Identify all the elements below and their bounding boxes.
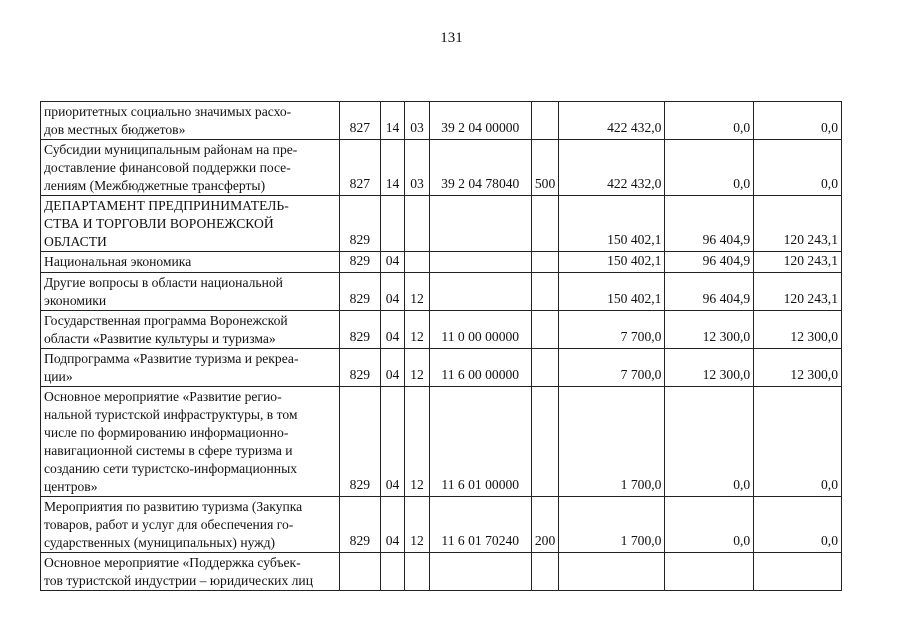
- table-row: [41, 497, 842, 553]
- row-name-cell: Основное мероприятие «Поддержка субъек- тов туристской индустрии – юридических лиц: [41, 553, 340, 591]
- row-name-cell: Субсидии муниципальным районам на пре- доставление финансовой поддержки посе- лениям (Межбюджетные трансферты): [41, 140, 340, 196]
- row-name-cell: Подпрограмма «Развитие туризма и рекреа- ции»: [41, 349, 340, 387]
- section-code-cell: 04: [380, 273, 404, 311]
- table-row: [41, 349, 842, 387]
- expense-type-cell: [531, 311, 559, 349]
- target-article-cell: 11 0 00 00000: [429, 311, 531, 349]
- amount-year3-cell: 120 243,1: [754, 196, 842, 252]
- table-row: [41, 311, 842, 349]
- amount-year2-cell: 12 300,0: [665, 349, 754, 387]
- subsection-code-cell: 03: [405, 102, 429, 140]
- ministry-code-cell: 829: [339, 273, 380, 311]
- table-row: [41, 252, 842, 273]
- table-row: [41, 196, 842, 252]
- table-row: [41, 102, 842, 140]
- row-name-cell: Мероприятия по развитию туризма (Закупка товаров, работ и услуг для обеспечения го- сударственных (муниципальных) нужд): [41, 497, 340, 553]
- subsection-code-cell: [405, 196, 429, 252]
- amount-year3-cell: 0,0: [754, 497, 842, 553]
- expense-type-cell: 500: [531, 140, 559, 196]
- amount-year2-cell: 0,0: [665, 140, 754, 196]
- target-article-cell: [429, 252, 531, 273]
- amount-year2-cell: 96 404,9: [665, 273, 754, 311]
- ministry-code-cell: 829: [339, 349, 380, 387]
- amount-year3-cell: 120 243,1: [754, 252, 842, 273]
- ministry-code-cell: 829: [339, 196, 380, 252]
- expense-type-cell: [531, 196, 559, 252]
- table-row: [41, 140, 842, 196]
- amount-year2-cell: 96 404,9: [665, 252, 754, 273]
- amount-year1-cell: 7 700,0: [559, 349, 665, 387]
- ministry-code-cell: 829: [339, 252, 380, 273]
- row-name-cell: Национальная экономика: [41, 252, 340, 273]
- amount-year3-cell: 0,0: [754, 387, 842, 497]
- expense-type-cell: [531, 273, 559, 311]
- row-name-cell: Государственная программа Воронежской области «Развитие культуры и туризма»: [41, 311, 340, 349]
- section-code-cell: 04: [380, 311, 404, 349]
- subsection-code-cell: 12: [405, 349, 429, 387]
- amount-year3-cell: 0,0: [754, 140, 842, 196]
- section-code-cell: 04: [380, 349, 404, 387]
- amount-year2-cell: 12 300,0: [665, 311, 754, 349]
- section-code-cell: 14: [380, 102, 404, 140]
- expense-type-cell: 200: [531, 497, 559, 553]
- table-row: [41, 273, 842, 311]
- subsection-code-cell: [405, 252, 429, 273]
- expense-type-cell: [531, 102, 559, 140]
- amount-year3-cell: 12 300,0: [754, 349, 842, 387]
- section-code-cell: 04: [380, 252, 404, 273]
- amount-year1-cell: 422 432,0: [559, 140, 665, 196]
- subsection-code-cell: 12: [405, 273, 429, 311]
- amount-year1-cell: 422 432,0: [559, 102, 665, 140]
- section-code-cell: [380, 553, 404, 591]
- table-row: [41, 553, 842, 591]
- target-article-cell: [429, 196, 531, 252]
- amount-year3-cell: 12 300,0: [754, 311, 842, 349]
- target-article-cell: 11 6 01 70240: [429, 497, 531, 553]
- expense-type-cell: [531, 387, 559, 497]
- target-article-cell: 11 6 00 00000: [429, 349, 531, 387]
- target-article-cell: [429, 553, 531, 591]
- target-article-cell: 39 2 04 78040: [429, 140, 531, 196]
- ministry-code-cell: 829: [339, 387, 380, 497]
- budget-table: [40, 101, 842, 591]
- subsection-code-cell: 12: [405, 387, 429, 497]
- row-name-cell: приоритетных социально значимых расхо- дов местных бюджетов»: [41, 102, 340, 140]
- amount-year1-cell: 150 402,1: [559, 196, 665, 252]
- section-code-cell: 04: [380, 497, 404, 553]
- row-name-cell: Основное мероприятие «Развитие регио- нальной туристской инфраструктуры, в том числе по формированию информационно- навигационной системы в сфере туризма и созданию сети туристско-информационных центров»: [41, 387, 340, 497]
- amount-year2-cell: 0,0: [665, 497, 754, 553]
- amount-year2-cell: 96 404,9: [665, 196, 754, 252]
- subsection-code-cell: 03: [405, 140, 429, 196]
- target-article-cell: [429, 273, 531, 311]
- amount-year3-cell: 0,0: [754, 102, 842, 140]
- amount-year2-cell: 0,0: [665, 387, 754, 497]
- amount-year1-cell: 1 700,0: [559, 497, 665, 553]
- section-code-cell: 04: [380, 387, 404, 497]
- expense-type-cell: [531, 553, 559, 591]
- amount-year1-cell: 150 402,1: [559, 252, 665, 273]
- amount-year1-cell: [559, 553, 665, 591]
- row-name-cell: Другие вопросы в области национальной экономики: [41, 273, 340, 311]
- ministry-code-cell: [339, 553, 380, 591]
- amount-year3-cell: [754, 553, 842, 591]
- section-code-cell: [380, 196, 404, 252]
- subsection-code-cell: 12: [405, 311, 429, 349]
- ministry-code-cell: 829: [339, 497, 380, 553]
- subsection-code-cell: [405, 553, 429, 591]
- amount-year3-cell: 120 243,1: [754, 273, 842, 311]
- page-number: 131: [440, 30, 463, 46]
- amount-year2-cell: [665, 553, 754, 591]
- target-article-cell: 39 2 04 00000: [429, 102, 531, 140]
- expense-type-cell: [531, 349, 559, 387]
- ministry-code-cell: 827: [339, 140, 380, 196]
- ministry-code-cell: 829: [339, 311, 380, 349]
- amount-year1-cell: 150 402,1: [559, 273, 665, 311]
- amount-year2-cell: 0,0: [665, 102, 754, 140]
- amount-year1-cell: 1 700,0: [559, 387, 665, 497]
- target-article-cell: 11 6 01 00000: [429, 387, 531, 497]
- amount-year1-cell: 7 700,0: [559, 311, 665, 349]
- expense-type-cell: [531, 252, 559, 273]
- table-row: [41, 387, 842, 497]
- ministry-code-cell: 827: [339, 102, 380, 140]
- row-name-cell: ДЕПАРТАМЕНТ ПРЕДПРИНИМАТЕЛЬ- СТВА И ТОРГОВЛИ ВОРОНЕЖСКОЙ ОБЛАСТИ: [41, 196, 340, 252]
- section-code-cell: 14: [380, 140, 404, 196]
- subsection-code-cell: 12: [405, 497, 429, 553]
